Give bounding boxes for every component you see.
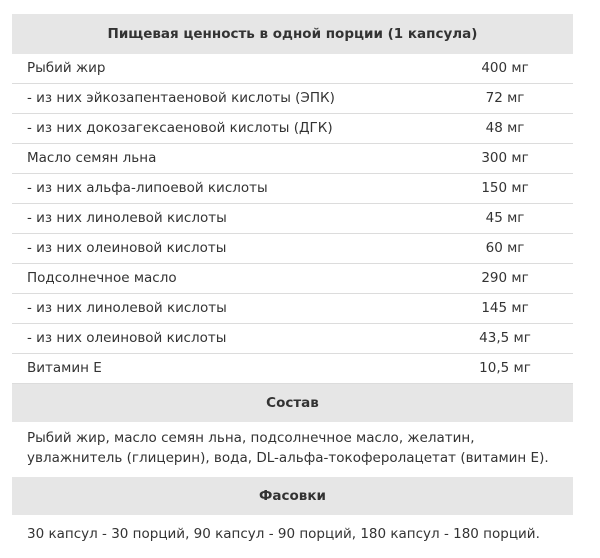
nutrition-table — [12, 14, 573, 544]
nutrient-value: 10,5 мг — [479, 360, 531, 376]
nutrition-row — [12, 54, 573, 84]
nutrient-value: 300 мг — [481, 150, 529, 166]
nutrition-row — [12, 294, 573, 324]
nutrition-row — [12, 354, 573, 384]
nutrient-name: - из них олеиновой кислоты — [27, 330, 227, 346]
nutrient-name: Подсолнечное масло — [27, 270, 177, 286]
nutrition-row — [12, 234, 573, 264]
nutrition-row — [12, 114, 573, 144]
nutrient-name: - из них олеиновой кислоты — [27, 240, 227, 256]
nutrition-row — [12, 324, 573, 354]
nutrient-value: 60 мг — [485, 240, 525, 256]
nutrient-value: 72 мг — [485, 90, 525, 106]
nutrition-row — [12, 204, 573, 234]
packaging-header: Фасовки — [12, 477, 573, 515]
nutrient-value: 45 мг — [485, 210, 525, 226]
nutrition-header: Пищевая ценность в одной порции (1 капсула) — [12, 14, 573, 54]
nutrient-name: Витамин Е — [27, 360, 102, 376]
nutrient-value: 150 мг — [481, 180, 529, 196]
nutrient-value: 400 мг — [481, 60, 529, 76]
nutrient-name: Масло семян льна — [27, 150, 157, 166]
packaging-text: 30 капсул - 30 порций, 90 капсул - 90 порций, 180 капсул - 180 порций. — [27, 526, 540, 542]
nutrition-rows — [12, 54, 573, 384]
composition-text: Рыбий жир, масло семян льна, подсолнечное масло, желатин, увлажнитель (глицерин), вода, DL-альфа-токоферолацетат (витамин Е). — [27, 430, 549, 466]
nutrient-name: - из них линолевой кислоты — [27, 300, 227, 316]
nutrient-value: 48 мг — [485, 120, 525, 136]
nutrient-name: - из них докозагексаеновой кислоты (ДГК) — [27, 120, 333, 136]
nutrition-row — [12, 144, 573, 174]
composition-header: Состав — [12, 384, 573, 422]
nutrient-name: Рыбий жир — [27, 60, 106, 76]
nutrient-value: 290 мг — [481, 270, 529, 286]
nutrient-name: - из них эйкозапентаеновой кислоты (ЭПК) — [27, 90, 335, 106]
nutrition-row — [12, 84, 573, 114]
nutrient-value: 145 мг — [481, 300, 529, 316]
nutrient-name: - из них альфа-липоевой кислоты — [27, 180, 268, 196]
nutrient-name: - из них линолевой кислоты — [27, 210, 227, 226]
nutrient-value: 43,5 мг — [479, 330, 531, 346]
nutrition-row — [12, 174, 573, 204]
nutrition-row — [12, 264, 573, 294]
